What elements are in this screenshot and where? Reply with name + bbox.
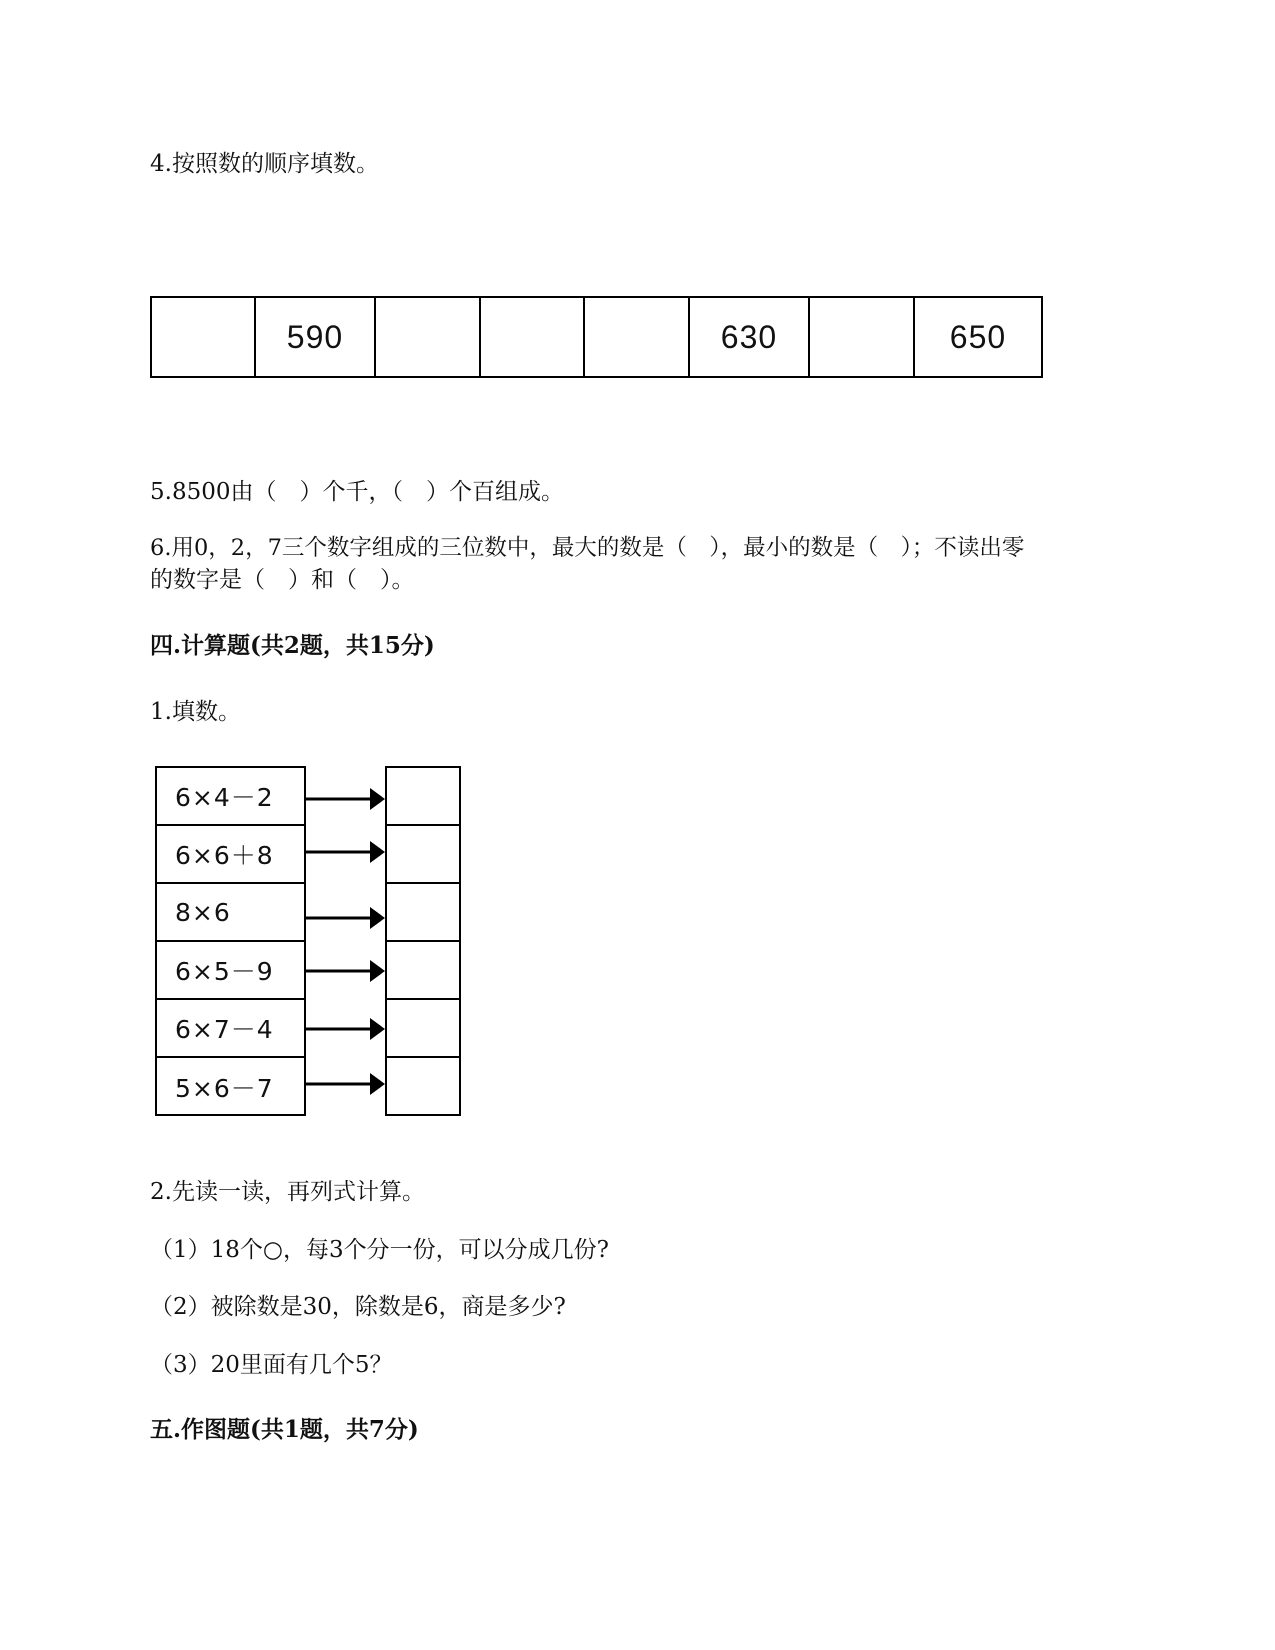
answer-box[interactable] — [387, 942, 459, 1000]
question-4-prompt: 4.按照数的顺序填数。 — [150, 151, 379, 177]
answer-column — [385, 766, 461, 1116]
arrow-icon — [306, 907, 385, 929]
calc-question-2-prompt: 2.先读一读，再列式计算。 — [150, 1179, 425, 1205]
expression-cell: 6×4－2 — [157, 768, 304, 826]
expression-column — [155, 766, 306, 1116]
expression-cell: 6×6＋8 — [157, 826, 304, 884]
sequence-cell[interactable] — [585, 298, 690, 376]
arrow-icon — [306, 1018, 385, 1040]
expression-cell: 5×6－7 — [175, 1074, 274, 1103]
answer-box[interactable] — [387, 768, 459, 826]
question-5-prompt: 5.8500由（ ）个千，（ ）个百组成。 — [150, 479, 564, 505]
sequence-cell: 630 — [690, 298, 810, 376]
calc-question-1-prompt: 1.填数。 — [150, 699, 241, 725]
sequence-cell[interactable] — [810, 298, 915, 376]
expression-cell: 6×5－9 — [157, 942, 304, 1000]
sequence-cell[interactable] — [376, 298, 481, 376]
question-6-prompt-line-1: 6.用0，2，7三个数字组成的三位数中，最大的数是（ ），最小的数是（ ）；不读出零 — [150, 535, 1025, 561]
expression-cell: 8×6 — [157, 884, 304, 942]
answer-box[interactable] — [387, 826, 459, 884]
answer-box[interactable] — [387, 1000, 459, 1058]
sequence-cell[interactable] — [152, 298, 256, 376]
calc-question-2-item-3: （3）20里面有几个5？ — [150, 1352, 393, 1378]
arrow-icon — [306, 1073, 385, 1095]
section-4-heading: 四.计算题(共2题，共15分) — [150, 632, 435, 659]
answer-box[interactable] — [387, 884, 459, 942]
question-6-prompt-line-2: 的数字是（ ）和（ ）。 — [150, 567, 415, 593]
sequence-cell[interactable] — [481, 298, 585, 376]
expression-cell: 6×7－4 — [157, 1000, 304, 1058]
calc-question-2-item-1: （1）18个○，每3个分一份，可以分成几份? — [150, 1237, 609, 1263]
arrow-icon — [306, 841, 385, 863]
section-5-heading: 五.作图题(共1题，共7分) — [150, 1416, 419, 1443]
number-sequence-table — [150, 296, 1043, 378]
fill-in-calculation-diagram — [155, 766, 465, 1116]
calc-question-2-item-2: （2）被除数是30，除数是6，商是多少? — [150, 1294, 566, 1320]
arrow-icon — [306, 788, 385, 810]
answer-box[interactable] — [387, 1058, 459, 1116]
sequence-cell: 590 — [256, 298, 376, 376]
sequence-cell: 650 — [949, 318, 1007, 355]
arrow-icon — [306, 960, 385, 982]
